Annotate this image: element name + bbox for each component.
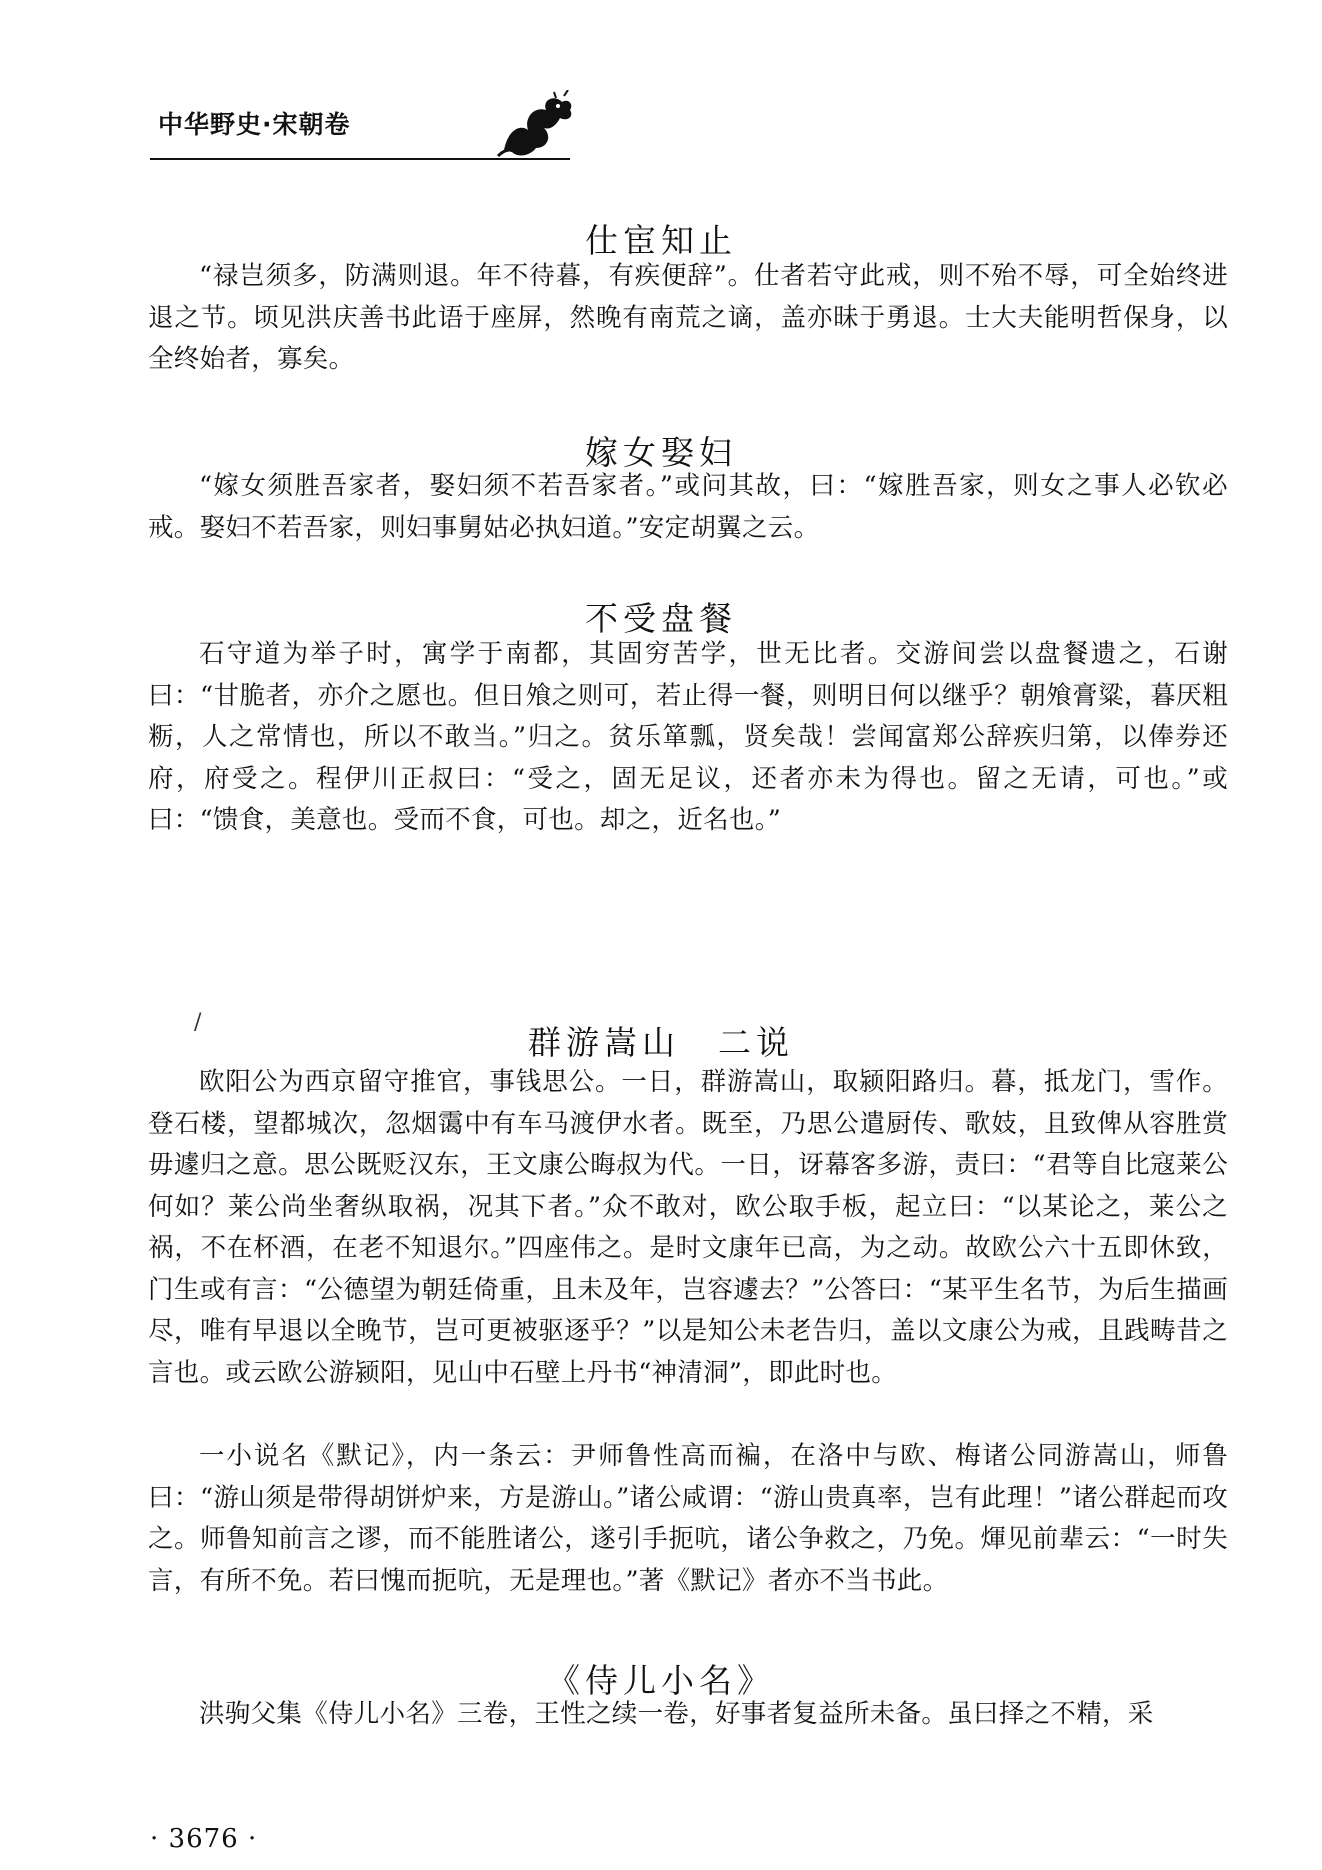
paragraph: 石守道为举子时，寓学于南都，其固穷苦学，世无比者。交游间尝以盘餐遗之，石谢曰：“甘脆者，亦介之愿也。但日飧之则可，若止得一餐，则明日何以继乎？朝飧膏粱，暮厌粗粝，人之常情也，所以不敢当。”归之。贫乐箪瓢，贤矣哉！尝闻富郑公辞疾归第，以俸券还府，府受之。程伊川正叔曰：“受之，固无足议，还者亦未为得也。留之无请，可也。”或曰：“馈食，美意也。受而不食，可也。却之，近名也。” bbox=[148, 639, 1228, 835]
paragraph: 洪驹父集《侍儿小名》三卷，王性之续一卷，好事者复益所未备。虽曰择之不精，采 bbox=[199, 1699, 1154, 1729]
running-header: 中华野史·宋朝卷 bbox=[158, 110, 351, 139]
paragraph: “禄岂须多，防满则退。年不待暮，有疾便辞”。仕者若守此戒，则不殆不辱，可全始终进退之节。顷见洪庆善书此语于座屏，然晚有南荒之谪，盖亦昧于勇退。士大夫能明哲保身，以全终始者，寡矣。 bbox=[148, 261, 1228, 374]
section-title: 不受盘餐 bbox=[585, 599, 737, 639]
section-title: 群游嵩山 二说 bbox=[528, 1023, 794, 1063]
section-title: 仕宦知止 bbox=[585, 221, 737, 261]
paragraph: 欧阳公为西京留守推官，事钱思公。一日，群游嵩山，取颍阳路归。暮，抵龙门，雪作。登石楼，望都城次，忽烟霭中有车马渡伊水者。既至，乃思公遣厨传、歌妓，且致俾从容胜赏毋遽归之意。思公既贬汉东，王文康公晦叔为代。一日，讶幕客多游，责曰：“君等自比寇莱公何如？莱公尚坐奢纵取祸，况其下者。”众不敢对，欧公取手板，起立曰：“以某论之，莱公之祸，不在杯酒，在老不知退尔。”四座伟之。是时文康年已高，为之动。故欧公六十五即休致，门生或有言：“公德望为朝廷倚重，且未及年，岂容遽去？”公答曰：“某平生名节，为后生描画尽，唯有早退以全晚节，岂可更被驱逐乎？”以是知公未老告归，盖以文康公为戒，且践畴昔之言也。或云欧公游颍阳，见山中石壁上丹书“神清洞”，即此时也。 bbox=[148, 1067, 1228, 1388]
section-title: 嫁女娶妇 bbox=[585, 433, 737, 473]
dragon-emblem-icon bbox=[494, 90, 576, 162]
page-number: · 3676 · bbox=[150, 1824, 258, 1854]
header-rule bbox=[150, 158, 570, 160]
section-title: 《侍儿小名》 bbox=[547, 1661, 775, 1701]
margin-mark: / bbox=[194, 1010, 202, 1035]
paragraph: “嫁女须胜吾家者，娶妇须不若吾家者。”或问其故，曰：“嫁胜吾家，则女之事人必钦必戒。娶妇不若吾家，则妇事舅姑必执妇道。”安定胡翼之云。 bbox=[148, 471, 1228, 543]
paragraph: 一小说名《默记》，内一条云：尹师鲁性高而褊，在洛中与欧、梅诸公同游嵩山，师鲁曰：“游山须是带得胡饼炉来，方是游山。”诸公咸谓：“游山贵真率，岂有此理！”诸公群起而攻之。师鲁知前言之谬，而不能胜诸公，遂引手扼吭，诸公争救之，乃免。煇见前辈云：“一时失言，有所不免。若曰愧而扼吭，无是理也。”著《默记》者亦不当书此。 bbox=[148, 1441, 1228, 1596]
